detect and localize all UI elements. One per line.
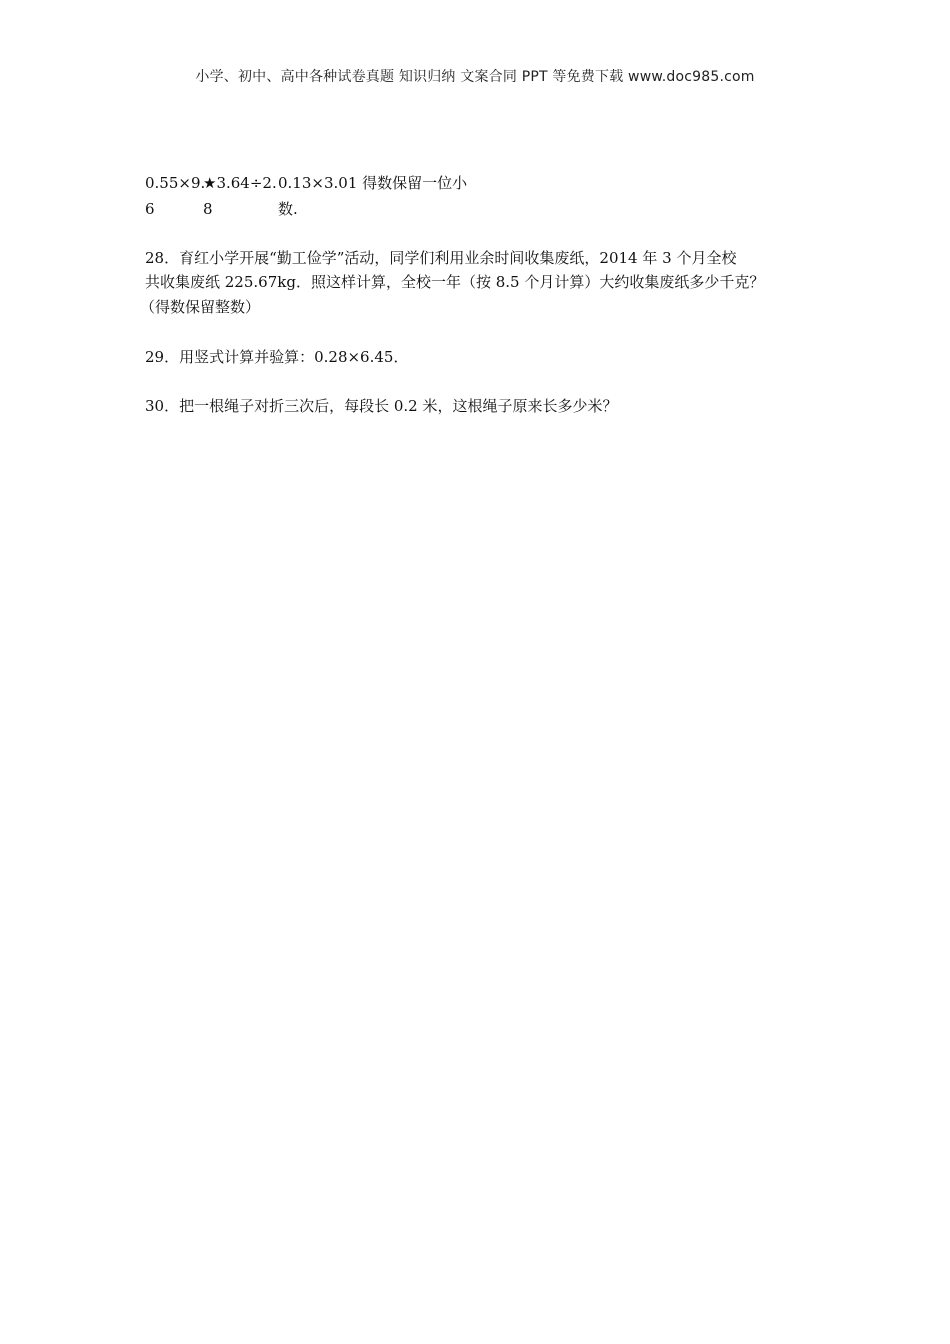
q27-expression-1: 0.55×9.	[145, 174, 206, 192]
q27-expression-2-cont: 8	[203, 200, 213, 218]
q27-expression-2: ★3.64÷2.	[203, 174, 277, 192]
question-29: 29．用竖式计算并验算：0.28×6.45．	[145, 348, 409, 366]
q28-line-1: 28．育红小学开展“勤工俭学”活动，同学们利用业余时间收集废纸，2014 年 3 个月全校	[145, 249, 737, 267]
q27-expression-3: 0.13×3.01 得数保留一位小	[278, 174, 468, 192]
page-header: 小学、初中、高中各种试卷真题 知识归纳 文案合同 PPT 等免费下载 www.doc985.com	[195, 69, 755, 85]
question-30: 30．把一根绳子对折三次后，每段长 0.2 米，这根绳子原来长多少米？	[145, 397, 618, 415]
q27-expression-3-cont: 数.	[278, 200, 298, 218]
q28-line-3: （得数保留整数）	[140, 298, 261, 316]
q27-expression-1-cont: 6	[145, 200, 155, 218]
q28-line-2: 共收集废纸 225.67kg．照这样计算，全校一年（按 8.5 个月计算）大约收集废纸多少千克？	[145, 273, 765, 291]
